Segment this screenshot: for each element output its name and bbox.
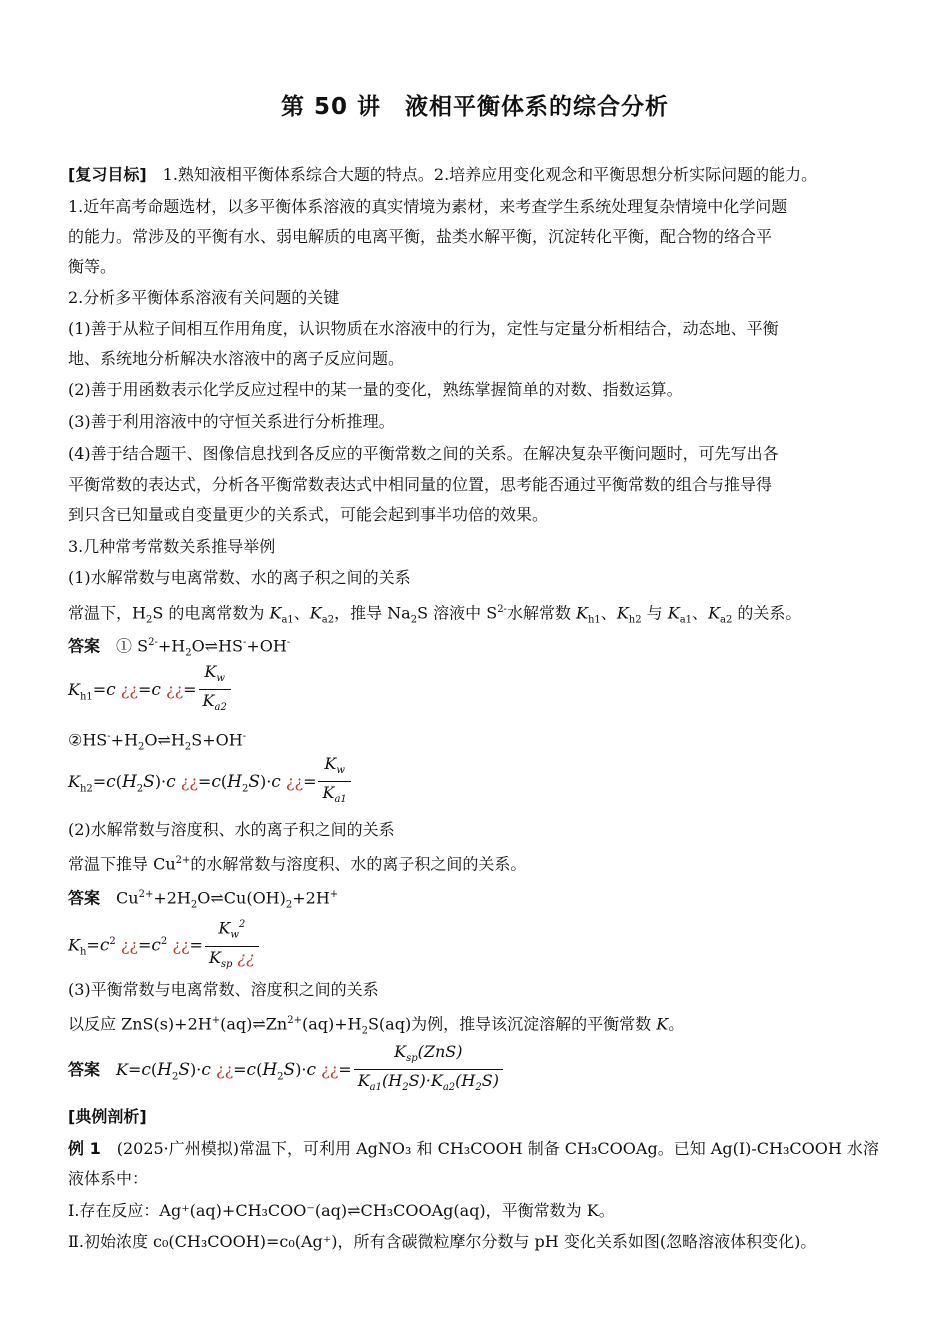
analysis-label: [典例剖析] bbox=[68, 1107, 147, 1126]
example-label: 例 1 bbox=[68, 1139, 101, 1158]
fraction-kw2-ksp: $\frac{K_w^2}{K_{sp} ¿¿}$ bbox=[205, 915, 259, 976]
page-title: 第 50 讲 液相平衡体系的综合分析 bbox=[280, 94, 670, 120]
para-2: 2.分析多平衡体系溶液有关问题的关键 bbox=[68, 288, 340, 307]
answer-label: 答案 bbox=[68, 888, 101, 908]
fraction-kw-ka2: $\frac{K_w}{K_{a2}}$ bbox=[199, 662, 231, 719]
equation-k: 答案 $K=c(H_2S)\cdot c$ ¿¿$=c(H_2S)\cdot c$ ¿¿= $\frac{K_{sp}(ZnS)}{K_{a1}(H_2S)\cdot K_{a2}(H_2S)}$ bbox=[68, 1042, 888, 1103]
example-1-line-1: 例 1 (2025·广州模拟)常温下，可利用 AgNO₃ 和 CH₃COOH 制备 CH₃COOAg。已知 Ag(Ⅰ)-CH₃COOH 水溶 bbox=[68, 1139, 879, 1158]
fraction-kw-ka1: $\frac{K_w}{K_{a1}}$ bbox=[318, 754, 350, 811]
answer-2-reaction: 答案 $Cu^{2+}+2H_2O\rightleftharpoons Cu(OH)_2+2H^+$ bbox=[68, 888, 339, 911]
example-1-condition-1: Ⅰ.存在反应：Ag⁺(aq)+CH₃COO⁻(aq)⇌CH₃COOAg(aq)，平衡常数为 K。 bbox=[68, 1201, 615, 1220]
answer-1-reaction-2: $②HS^-+H_2O\rightleftharpoons H_2S+OH^-$ bbox=[68, 730, 247, 753]
equation-kh: $K_h=c^2$ ¿¿$=c^2$ ¿¿= $\frac{K_w^2}{K_{sp} ¿¿}$ bbox=[68, 914, 888, 981]
para-11: 常温下推导 $Cu^{2+}$的水解常数与溶度积、水的离子积之间的关系。 bbox=[68, 854, 527, 874]
fraction-ksp-ka: $\frac{K_{sp}(ZnS)}{K_{a1}(H_2S)\cdot K_{a2}(H_2S)}$ bbox=[354, 1042, 503, 1099]
para-6-line-3: 到只含已知量或自变量更少的关系式，可能会起到事半功倍的效果。 bbox=[68, 505, 549, 524]
para-13: (3)平衡常数与电离常数、溶度积之间的关系 bbox=[68, 980, 379, 999]
para-3-line-2: 地、系统地分析解决水溶液中的离子反应问题。 bbox=[68, 349, 405, 368]
example-1-line-2: 液体系中： bbox=[68, 1169, 149, 1188]
answer-label: 答案 bbox=[68, 636, 101, 656]
answer-1-reaction: 答案 ① $S^{2-}+H_2O\rightleftharpoons HS^-+OH^-$ bbox=[68, 636, 291, 659]
para-7: 3.几种常考常数关系推导举例 bbox=[68, 537, 276, 556]
para-10: (2)水解常数与溶度积、水的离子积之间的关系 bbox=[68, 820, 395, 839]
review-label: [复习目标] bbox=[68, 165, 147, 184]
para-1-line-1: 1.近年高考命题选材，以多平衡体系溶液的真实情境为素材，来考查学生系统处理复杂情境中化学问题 bbox=[68, 197, 788, 216]
para-6-line-1: (4)善于结合题干、图像信息找到各反应的平衡常数之间的关系。在解决复杂平衡问题时，可先写出各 bbox=[68, 444, 779, 463]
para-8: (1)水解常数与电离常数、水的离子积之间的关系 bbox=[68, 568, 411, 587]
review-objectives bbox=[68, 160, 888, 190]
example-1-condition-2: Ⅱ.初始浓度 c₀(CH₃COOH)=c₀(Ag⁺)，所有含碳微粒摩尔分数与 pH 变化关系如图(忽略溶液体积变化)。 bbox=[68, 1232, 817, 1251]
para-9: 常温下，$H_2S$ 的电离常数为 $K_{a1}$、$K_{a2}$，推导 $Na_2S$ 溶液中 $S^{2-}$水解常数 $K_{h1}$、$K_{h2}$ 与 $K_{a1}$、$K_{a2}$ 的关系。 bbox=[68, 603, 802, 626]
equation-kh2: $K_{h2}=c(H_2S)\cdot c$ ¿¿$=c(H_2S)\cdot c$ ¿¿= $\frac{K_w}{K_{a1}}$ bbox=[68, 754, 888, 815]
para-3-line-1: (1)善于从粒子间相互作用角度，认识物质在水溶液中的行为，定性与定量分析相结合，动态地、平衡 bbox=[68, 319, 779, 338]
para-6-line-2: 平衡常数的表达式，分析各平衡常数表达式中相同量的位置，思考能否通过平衡常数的组合与推导得 bbox=[68, 475, 773, 494]
review-text: 1.熟知液相平衡体系综合大题的特点。2.培养应用变化观念和平衡思想分析实际问题的能力。 bbox=[146, 165, 818, 184]
para-1-line-3: 衡等。 bbox=[68, 257, 117, 276]
para-5: (3)善于利用溶液中的守恒关系进行分析推理。 bbox=[68, 412, 395, 431]
answer-label: 答案 bbox=[68, 1060, 101, 1080]
para-4: (2)善于用函数表示化学反应过程中的某一量的变化，熟练掌握简单的对数、指数运算。 bbox=[68, 380, 683, 399]
para-1-line-2: 的能力。常涉及的平衡有水、弱电解质的电离平衡，盐类水解平衡，沉淀转化平衡，配合物的络合平 bbox=[68, 227, 773, 246]
equation-kh1: $K_{h1}=c$ ¿¿=c ¿¿= $\frac{K_w}{K_{a2}}$ bbox=[68, 662, 888, 723]
para-14: 以反应 $ZnS(s)+2H^+(aq)\rightleftharpoons Zn^{2+}(aq)+H_2S(aq)$为例，推导该沉淀溶解的平衡常数 K。 bbox=[68, 1014, 685, 1037]
